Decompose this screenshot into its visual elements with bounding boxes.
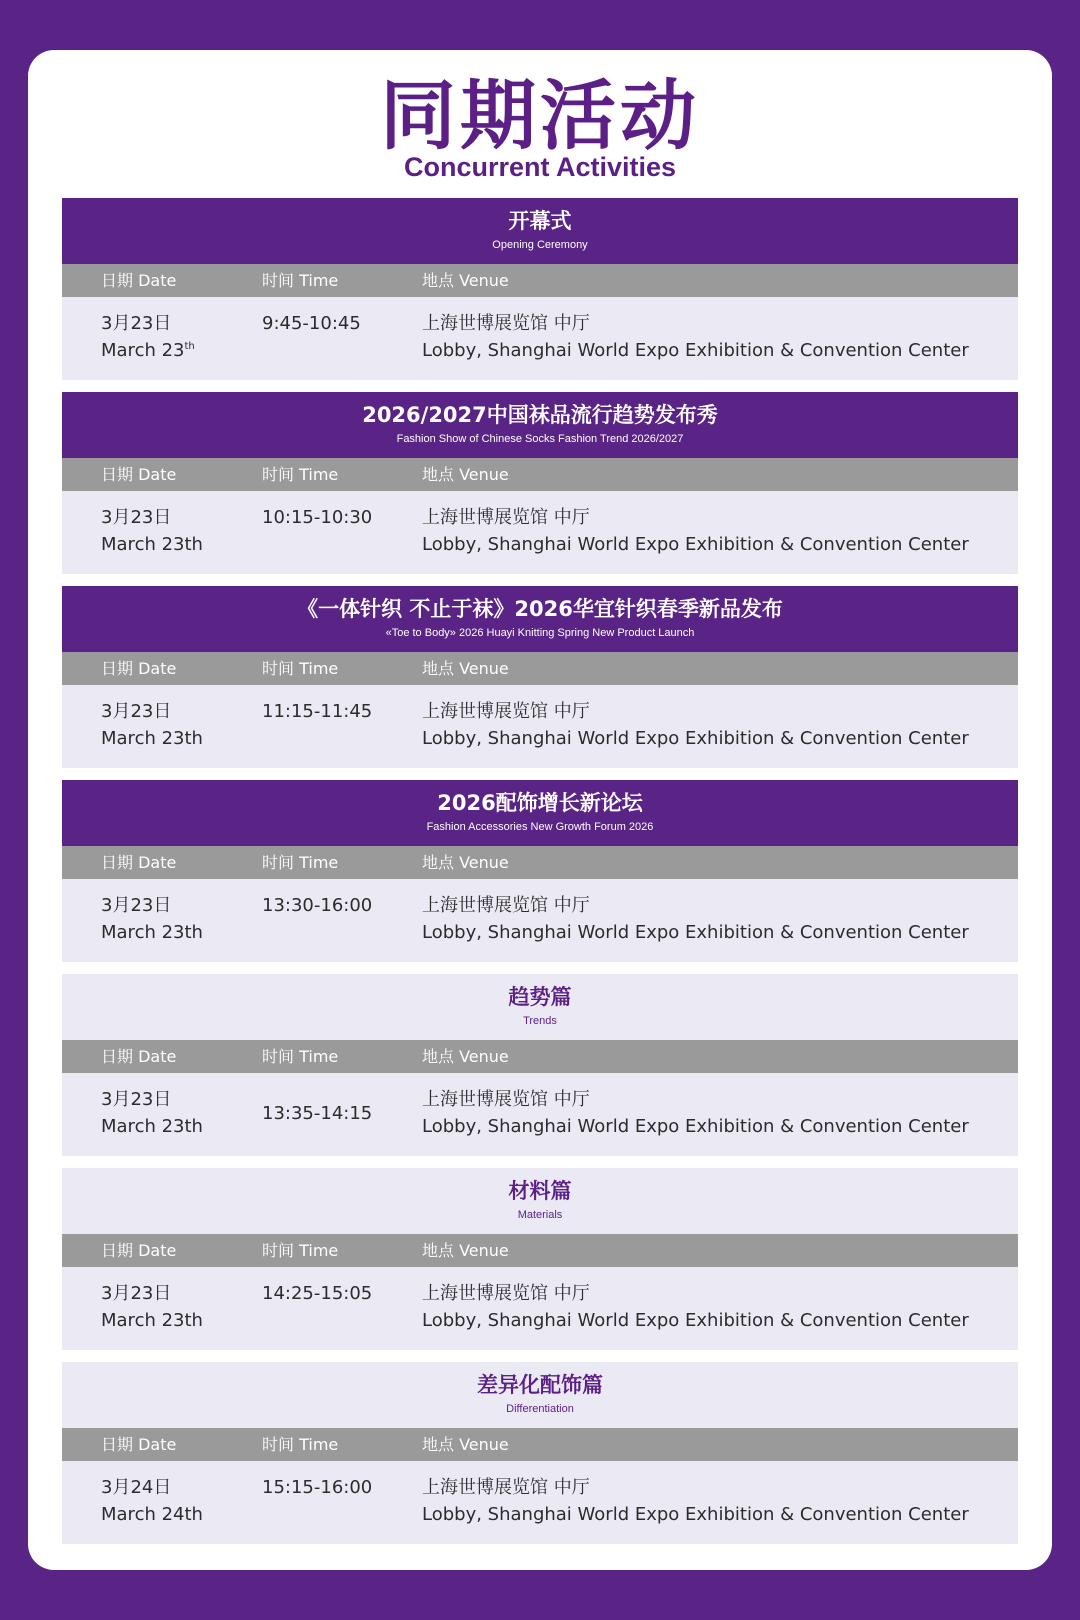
event-time: 10:15-10:30	[262, 507, 373, 528]
event-venue-en: Lobby, Shanghai World Expo Exhibition & Convention Center	[422, 534, 969, 555]
event-date-en	[101, 920, 203, 946]
event-venue-en: Lobby, Shanghai World Expo Exhibition & Convention Center	[422, 1310, 969, 1331]
column-header-bar	[62, 264, 1018, 297]
page-title: 同期活动	[380, 71, 700, 160]
event-venue-en: Lobby, Shanghai World Expo Exhibition & Convention Center	[422, 340, 969, 361]
event-date-zh: 3月23日	[101, 1283, 172, 1304]
event-venue-zh: 上海世博展览馆 中厅	[422, 895, 590, 916]
event-title-en: Materials	[517, 1209, 563, 1221]
event-title-en: «Toe to Body» 2026 Huayi Knitting Spring New Product Launch	[385, 627, 695, 639]
column-date-label: 日期 Date	[101, 853, 177, 872]
event-date-zh: 3月23日	[101, 701, 172, 722]
event-header	[62, 198, 1018, 264]
event-header	[62, 392, 1018, 458]
event-time: 15:15-16:00	[262, 1477, 373, 1498]
event-title-zh: 开幕式	[508, 209, 572, 233]
event-title-en: Fashion Show of Chinese Socks Fashion Trend 2026/2027	[396, 433, 684, 445]
event-date-zh: 3月23日	[101, 313, 172, 334]
event-venue-zh: 上海世博展览馆 中厅	[422, 701, 590, 722]
event-venue-en: Lobby, Shanghai World Expo Exhibition & Convention Center	[422, 728, 969, 749]
event-block	[62, 1168, 1018, 1350]
event-block	[62, 780, 1018, 962]
event-title-zh: 材料篇	[508, 1179, 572, 1203]
event-block	[62, 586, 1018, 768]
event-detail-row	[62, 1073, 1018, 1156]
column-header-bar	[62, 652, 1018, 685]
event-title-zh: 差异化配饰篇	[477, 1373, 603, 1397]
column-date-label: 日期 Date	[101, 465, 177, 484]
event-date-zh: 3月23日	[101, 895, 172, 916]
event-date-en-text: March 23th	[101, 534, 203, 555]
column-time-label: 时间 Time	[262, 465, 339, 484]
event-venue-zh: 上海世博展览馆 中厅	[422, 313, 590, 334]
column-venue-label: 地点 Venue	[422, 1241, 509, 1260]
column-time-label: 时间 Time	[262, 1435, 339, 1454]
column-date-label: 日期 Date	[101, 659, 177, 678]
event-time: 14:25-15:05	[262, 1283, 373, 1304]
event-venue-zh: 上海世博展览馆 中厅	[422, 1283, 590, 1304]
event-list	[62, 198, 1018, 1544]
event-date-en	[101, 1502, 203, 1528]
event-venue-en: Lobby, Shanghai World Expo Exhibition & Convention Center	[422, 1116, 969, 1137]
column-venue-label: 地点 Venue	[422, 1047, 509, 1066]
event-title-en: Differentiation	[506, 1403, 574, 1415]
event-date-en	[101, 338, 195, 364]
event-time: 9:45-10:45	[262, 313, 361, 334]
event-detail-row	[62, 491, 1018, 574]
event-time: 11:15-11:45	[262, 701, 373, 722]
event-header	[62, 1168, 1018, 1234]
column-venue-label: 地点 Venue	[422, 465, 509, 484]
column-time-label: 时间 Time	[262, 1241, 339, 1260]
event-header	[62, 974, 1018, 1040]
event-title-zh: 2026/2027中国袜品流行趋势发布秀	[362, 403, 718, 427]
event-date-en	[101, 1114, 203, 1140]
event-date-zh: 3月23日	[101, 1089, 172, 1110]
column-venue-label: 地点 Venue	[422, 1435, 509, 1454]
column-header-bar	[62, 458, 1018, 491]
event-detail-row	[62, 297, 1018, 380]
column-venue-label: 地点 Venue	[422, 659, 509, 678]
column-time-label: 时间 Time	[262, 1047, 339, 1066]
column-header-bar	[62, 846, 1018, 879]
event-date-en	[101, 726, 203, 752]
column-time-label: 时间 Time	[262, 271, 339, 290]
event-time: 13:30-16:00	[262, 895, 373, 916]
event-header	[62, 1362, 1018, 1428]
event-detail-row	[62, 685, 1018, 768]
event-title-zh: 2026配饰增长新论坛	[437, 791, 643, 815]
event-title-zh: 趋势篇	[508, 985, 572, 1009]
column-date-label: 日期 Date	[101, 1435, 177, 1454]
column-date-label: 日期 Date	[101, 271, 177, 290]
event-date-zh: 3月23日	[101, 507, 172, 528]
event-block	[62, 1362, 1018, 1544]
event-venue-en: Lobby, Shanghai World Expo Exhibition & Convention Center	[422, 922, 969, 943]
event-detail-row	[62, 1267, 1018, 1350]
event-date-zh: 3月24日	[101, 1477, 172, 1498]
event-date-en	[101, 1308, 203, 1334]
event-venue-zh: 上海世博展览馆 中厅	[422, 1089, 590, 1110]
page-subtitle: Concurrent Activities	[403, 152, 677, 182]
column-header-bar	[62, 1040, 1018, 1073]
event-date-en-text: March 23th	[101, 922, 203, 943]
event-time: 13:35-14:15	[262, 1103, 373, 1124]
column-time-label: 时间 Time	[262, 659, 339, 678]
event-header	[62, 586, 1018, 652]
event-date-suffix: th	[184, 341, 195, 352]
event-date-en-text: March 23th	[101, 1310, 203, 1331]
column-date-label: 日期 Date	[101, 1241, 177, 1260]
event-title-en: Trends	[523, 1015, 557, 1027]
column-header-bar	[62, 1428, 1018, 1461]
event-block	[62, 974, 1018, 1156]
schedule-card	[28, 50, 1052, 1570]
column-venue-label: 地点 Venue	[422, 853, 509, 872]
column-time-label: 时间 Time	[262, 853, 339, 872]
event-venue-zh: 上海世博展览馆 中厅	[422, 1477, 590, 1498]
event-venue-zh: 上海世博展览馆 中厅	[422, 507, 590, 528]
event-title-zh: 《一体针织 不止于袜》2026华宜针织春季新品发布	[297, 597, 783, 621]
event-detail-row	[62, 1461, 1018, 1544]
event-block	[62, 392, 1018, 574]
event-title-en: Opening Ceremony	[492, 239, 588, 251]
event-block	[62, 198, 1018, 380]
event-date-en-text: March 23th	[101, 728, 203, 749]
event-title-en: Fashion Accessories New Growth Forum 2026	[426, 821, 654, 833]
event-venue-en: Lobby, Shanghai World Expo Exhibition & Convention Center	[422, 1504, 969, 1525]
event-date-en-text: March 24th	[101, 1504, 203, 1525]
event-date-en-text: March 23th	[101, 1116, 203, 1137]
event-date-en	[101, 532, 203, 558]
column-venue-label: 地点 Venue	[422, 271, 509, 290]
event-header	[62, 780, 1018, 846]
column-date-label: 日期 Date	[101, 1047, 177, 1066]
column-header-bar	[62, 1234, 1018, 1267]
event-date-en-text: March 23	[101, 340, 185, 361]
event-detail-row	[62, 879, 1018, 962]
